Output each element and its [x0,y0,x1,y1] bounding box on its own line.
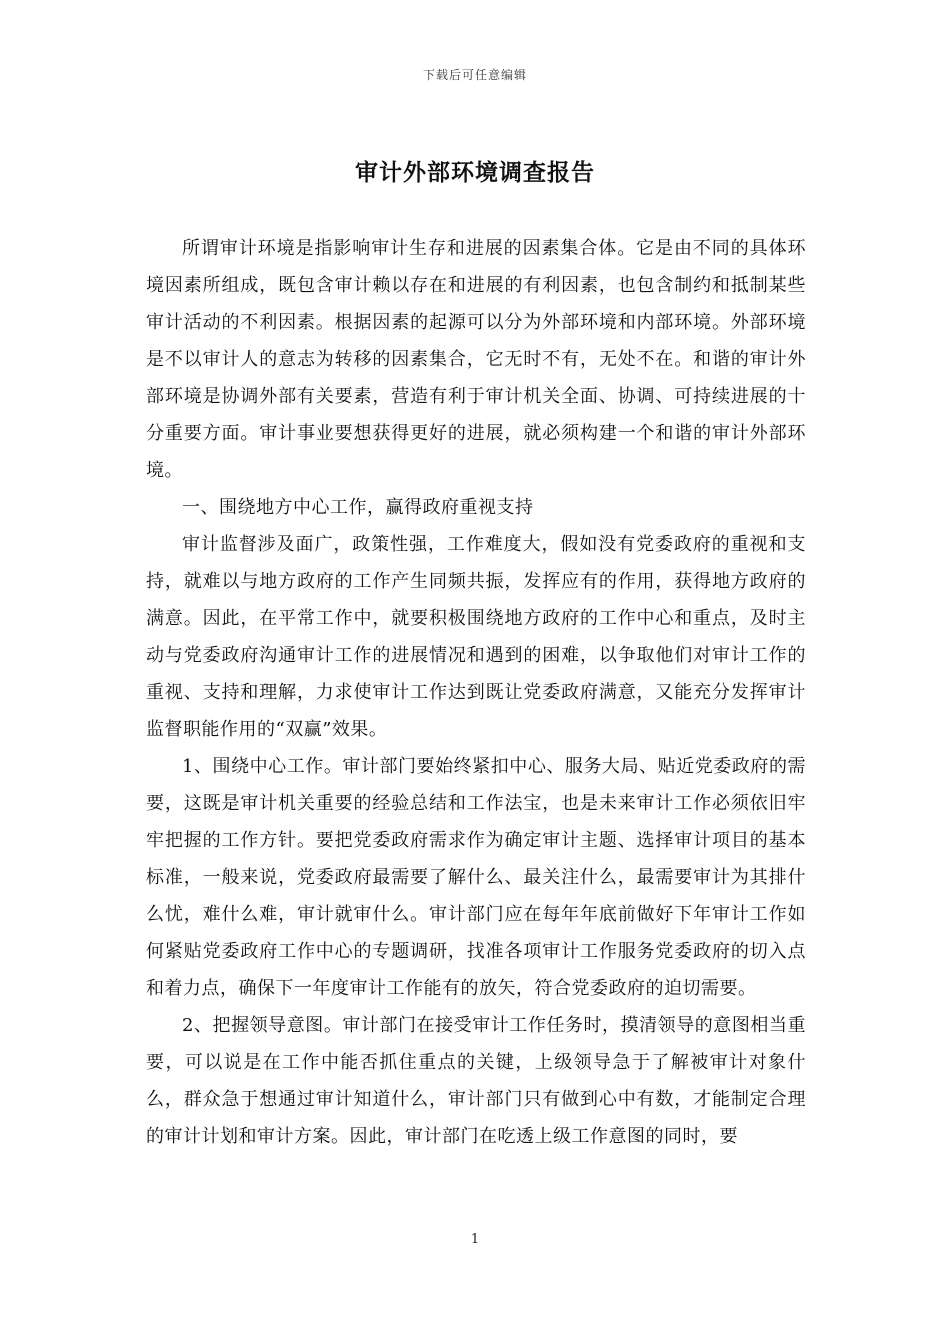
document-title: 审计外部环境调查报告 [355,159,595,186]
paragraph-item-2: 2、把握领导意图。审计部门在接受审计工作任务时，摸清领导的意图相当重要，可以说是在工作中能否抓住重点的关键，上级领导急于了解被审计对象什么，群众急于想通过审计知道什么，审计部门只有做到心中有数，才能制定合理的审计计划和审计方案。因此，审计部门在吃透上级工作意图的同时，要 [146,1015,806,1147]
header-note: 下载后可任意编辑 [422,68,527,82]
paragraph-section-1: 审计监督涉及面广，政策性强，工作难度大，假如没有党委政府的重视和支持，就难以与地方政府的工作产生同频共振，发挥应有的作用，获得地方政府的满意。因此，在平常工作中，就要积极围绕地方政府的工作中心和重点，及时主动与党委政府沟通审计工作的进展情况和遇到的困难，以争取他们对审计工作的重视、支持和理解，力求使审计工作达到既让党委政府满意，又能充分发挥审计监督职能作用的“双赢”效果。 [146,534,806,740]
document-body [146,230,806,1155]
paragraph-intro: 所谓审计环境是指影响审计生存和进展的因素集合体。它是由不同的具体环境因素所组成，既包含审计赖以存在和进展的有利因素，也包含制约和抵制某些审计活动的不利因素。根据因素的起源可以分为外部环境和内部环境。外部环境是不以审计人的意志为转移的因素集合，它无时不有，无处不在。和谐的审计外部环境是协调外部有关要素，营造有利于审计机关全面、协调、可持续进展的十分重要方面。审计事业要想获得更好的进展，就必须构建一个和谐的审计外部环境。 [146,238,806,481]
paragraph-item-1: 1、围绕中心工作。审计部门要始终紧扣中心、服务大局、贴近党委政府的需要，这既是审计机关重要的经验总结和工作法宝，也是未来审计工作必须依旧牢牢把握的工作方针。要把党委政府需求作为确定审计主题、选择审计项目的基本标准，一般来说，党委政府最需要了解什么、最关注什么，最需要审计为其排什么忧，难什么难，审计就审什么。审计部门应在每年年底前做好下年审计工作如何紧贴党委政府工作中心的专题调研，找准各项审计工作服务党委政府的切入点和着力点，确保下一年度审计工作能有的放矢，符合党委政府的迫切需要。 [146,756,806,999]
page-number: 1 [470,1232,480,1247]
section-heading-1: 一、围绕地方中心工作，赢得政府重视支持 [182,497,534,518]
